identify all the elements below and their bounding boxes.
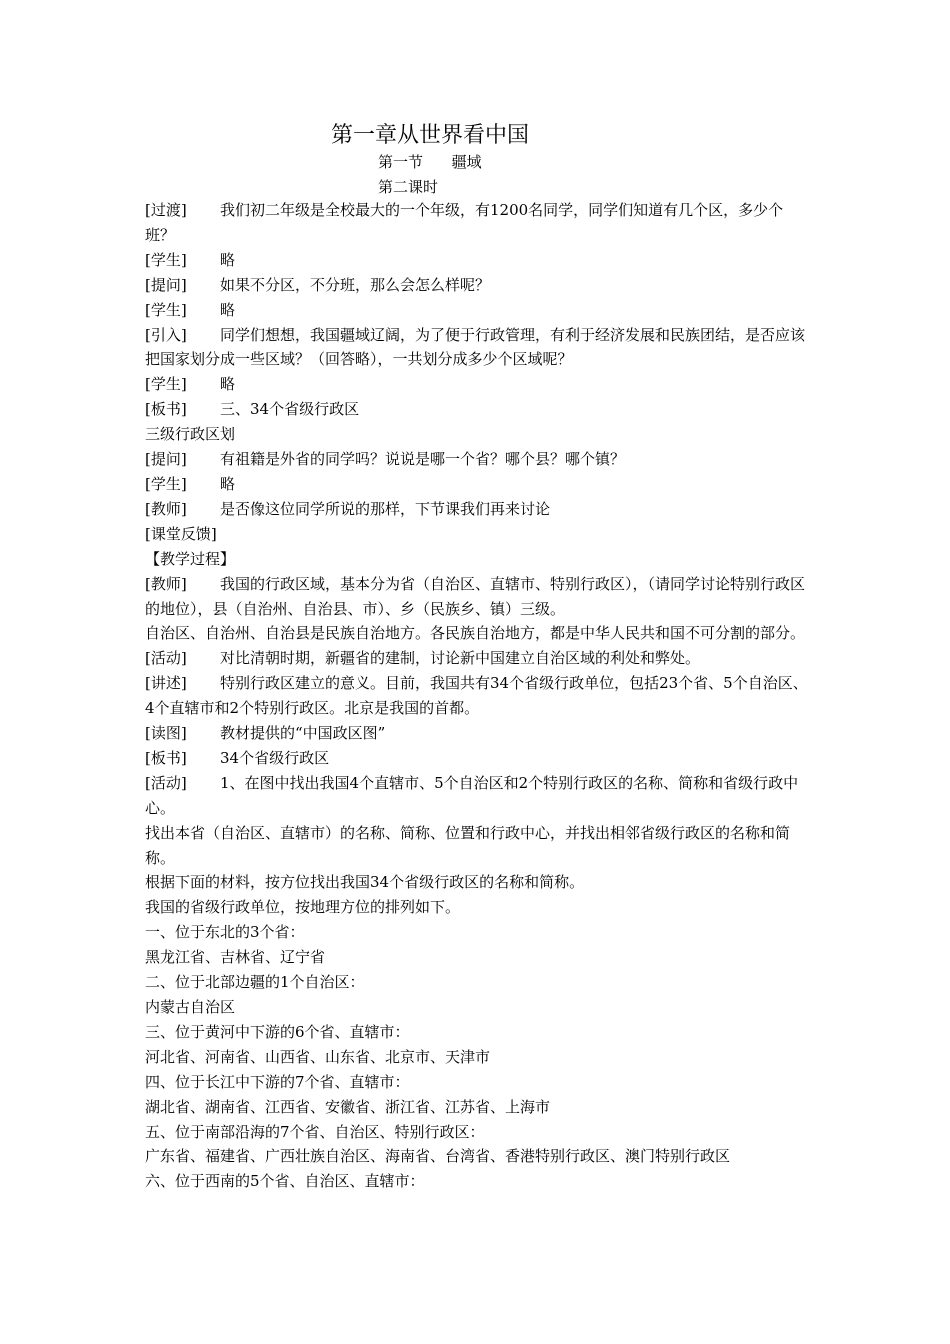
line-text: 1、在图中找出我国4个直辖市、5个自治区和2个特别行政区的名称、简称和省级行政中心。 <box>145 773 799 817</box>
line-tag: [提问] <box>145 450 187 469</box>
line-tag: [学生] <box>145 474 187 493</box>
line-text: 六、位于西南的5个省、自治区、直辖市： <box>145 1172 425 1191</box>
paragraph-line <box>145 372 810 397</box>
paragraph-line <box>145 298 810 323</box>
paragraph-line <box>145 1070 810 1095</box>
line-text: 一、位于东北的3个省： <box>145 923 305 942</box>
line-tag: [过渡] <box>145 201 187 219</box>
paragraph-line <box>145 671 810 721</box>
line-text: 自治区、自治州、自治县是民族自治地方。各民族自治地方，都是中华人民共和国不可分割的部分。 <box>145 624 806 643</box>
line-text: 五、位于南部沿海的7个省、自治区、特别行政区： <box>145 1122 485 1141</box>
line-text: 内蒙古自治区 <box>145 998 236 1016</box>
paragraph-line <box>145 895 810 920</box>
line-tag: [引入] <box>145 325 187 344</box>
paragraph-line <box>145 621 810 646</box>
paragraph-line <box>145 870 810 895</box>
line-tag: [板书] <box>145 748 187 767</box>
paragraph-line <box>145 447 810 472</box>
line-text: 略 <box>220 474 236 493</box>
paragraph-line <box>145 323 810 373</box>
paragraph-line <box>145 248 810 273</box>
line-text: 我国的行政区域，基本分为省（自治区、直辖市、特别行政区），（请同学讨论特别行政区的地位），县（自治州、自治县、市）、乡（民族乡、镇）三级。 <box>145 574 806 618</box>
paragraph-line <box>145 1095 810 1120</box>
line-tag: [学生] <box>145 375 187 394</box>
line-text: 广东省、福建省、广西壮族自治区、海南省、台湾省、香港特别行政区、澳门特别行政区 <box>145 1147 731 1166</box>
paragraph-line <box>145 920 810 945</box>
paragraph-line <box>145 572 810 622</box>
line-tag: [板书] <box>145 400 187 419</box>
paragraph-line <box>145 721 810 746</box>
section-title: 第一节 疆域 <box>378 153 482 171</box>
paragraph-line <box>145 646 810 671</box>
line-text: 黑龙江省、吉林省、辽宁省 <box>145 948 326 967</box>
paragraph-line <box>145 821 810 871</box>
line-tag: [活动] <box>145 649 187 668</box>
line-text: 我国的省级行政单位，按地理方位的排列如下。 <box>145 898 461 917</box>
paragraph-line <box>145 1120 810 1145</box>
paragraph-line <box>145 1045 810 1070</box>
line-text: 略 <box>220 375 236 394</box>
paragraph-line <box>145 1169 810 1194</box>
paragraph-line <box>145 273 810 298</box>
paragraph-line <box>145 1144 810 1169</box>
paragraph-line <box>145 771 810 821</box>
paragraph-line <box>145 497 810 522</box>
line-text: 找出本省（自治区、直辖市）的名称、简称、位置和行政中心，并找出相邻省级行政区的名称和简称。 <box>145 823 791 867</box>
paragraph-line <box>145 1020 810 1045</box>
paragraph-line <box>145 397 810 422</box>
lesson-title: 第二课时 <box>378 178 439 196</box>
paragraph-line <box>145 945 810 970</box>
line-text: 四、位于长江中下游的7个省、直辖市： <box>145 1072 410 1091</box>
line-text: 【教学过程】 <box>145 549 236 568</box>
paragraph-line <box>145 422 810 447</box>
line-tag: [教师] <box>145 574 187 593</box>
line-text: 有祖籍是外省的同学吗？说说是哪一个省？哪个县？哪个镇？ <box>220 450 626 469</box>
line-text: 34个省级行政区 <box>220 748 330 767</box>
line-tag: [活动] <box>145 773 187 792</box>
line-text: 特别行政区建立的意义。目前，我国共有34个省级行政单位，包括23个省、5个自治区、4个直辖市和2个特别行政区。北京是我国的首都。 <box>145 674 808 718</box>
chapter-title: 第一章从世界看中国 <box>330 123 529 148</box>
line-tag: [学生] <box>145 250 187 269</box>
line-text: 是否像这位同学所说的那样，下节课我们再来讨论 <box>220 499 551 518</box>
line-text: 三、34个省级行政区 <box>220 400 360 419</box>
paragraph-line <box>145 198 810 248</box>
line-text: 教材提供的“中国政区图” <box>220 724 386 743</box>
line-text: 对比清朝时期，新疆省的建制，讨论新中国建立自治区域的利处和弊处。 <box>220 649 701 668</box>
line-tag: [提问] <box>145 275 187 294</box>
line-text: 如果不分区，不分班，那么会怎么样呢？ <box>220 275 491 294</box>
line-text: 湖北省、湖南省、江西省、安徽省、浙江省、江苏省、上海市 <box>145 1097 551 1116</box>
line-tag: [读图] <box>145 724 187 743</box>
line-text: 略 <box>220 250 236 269</box>
line-text: [课堂反馈] <box>145 524 217 543</box>
line-tag: [学生] <box>145 300 187 319</box>
line-text: 我们初二年级是全校最大的一个年级，有1200名同学，同学们知道有几个区，多少个班？ <box>145 201 784 244</box>
line-text: 略 <box>220 300 236 319</box>
document-body <box>145 198 810 1194</box>
line-tag: [讲述] <box>145 674 187 693</box>
line-text: 同学们想想，我国疆域辽阔，为了便于行政管理，有利于经济发展和民族团结，是否应该把国家划分成一些区域？（回答略），一共划分成多少个区域呢？ <box>145 325 806 369</box>
line-tag: [教师] <box>145 499 187 518</box>
line-text: 三、位于黄河中下游的6个省、直辖市： <box>145 1022 410 1041</box>
line-text: 根据下面的材料，按方位找出我国34个省级行政区的名称和简称。 <box>145 873 585 892</box>
line-text: 三级行政区划 <box>145 425 236 444</box>
paragraph-line <box>145 995 810 1020</box>
paragraph-line <box>145 970 810 995</box>
line-text: 河北省、河南省、山西省、山东省、北京市、天津市 <box>145 1047 491 1066</box>
paragraph-line <box>145 472 810 497</box>
line-text: 二、位于北部边疆的1个自治区： <box>145 973 365 992</box>
paragraph-line <box>145 746 810 771</box>
paragraph-line <box>145 547 810 572</box>
paragraph-line <box>145 522 810 547</box>
